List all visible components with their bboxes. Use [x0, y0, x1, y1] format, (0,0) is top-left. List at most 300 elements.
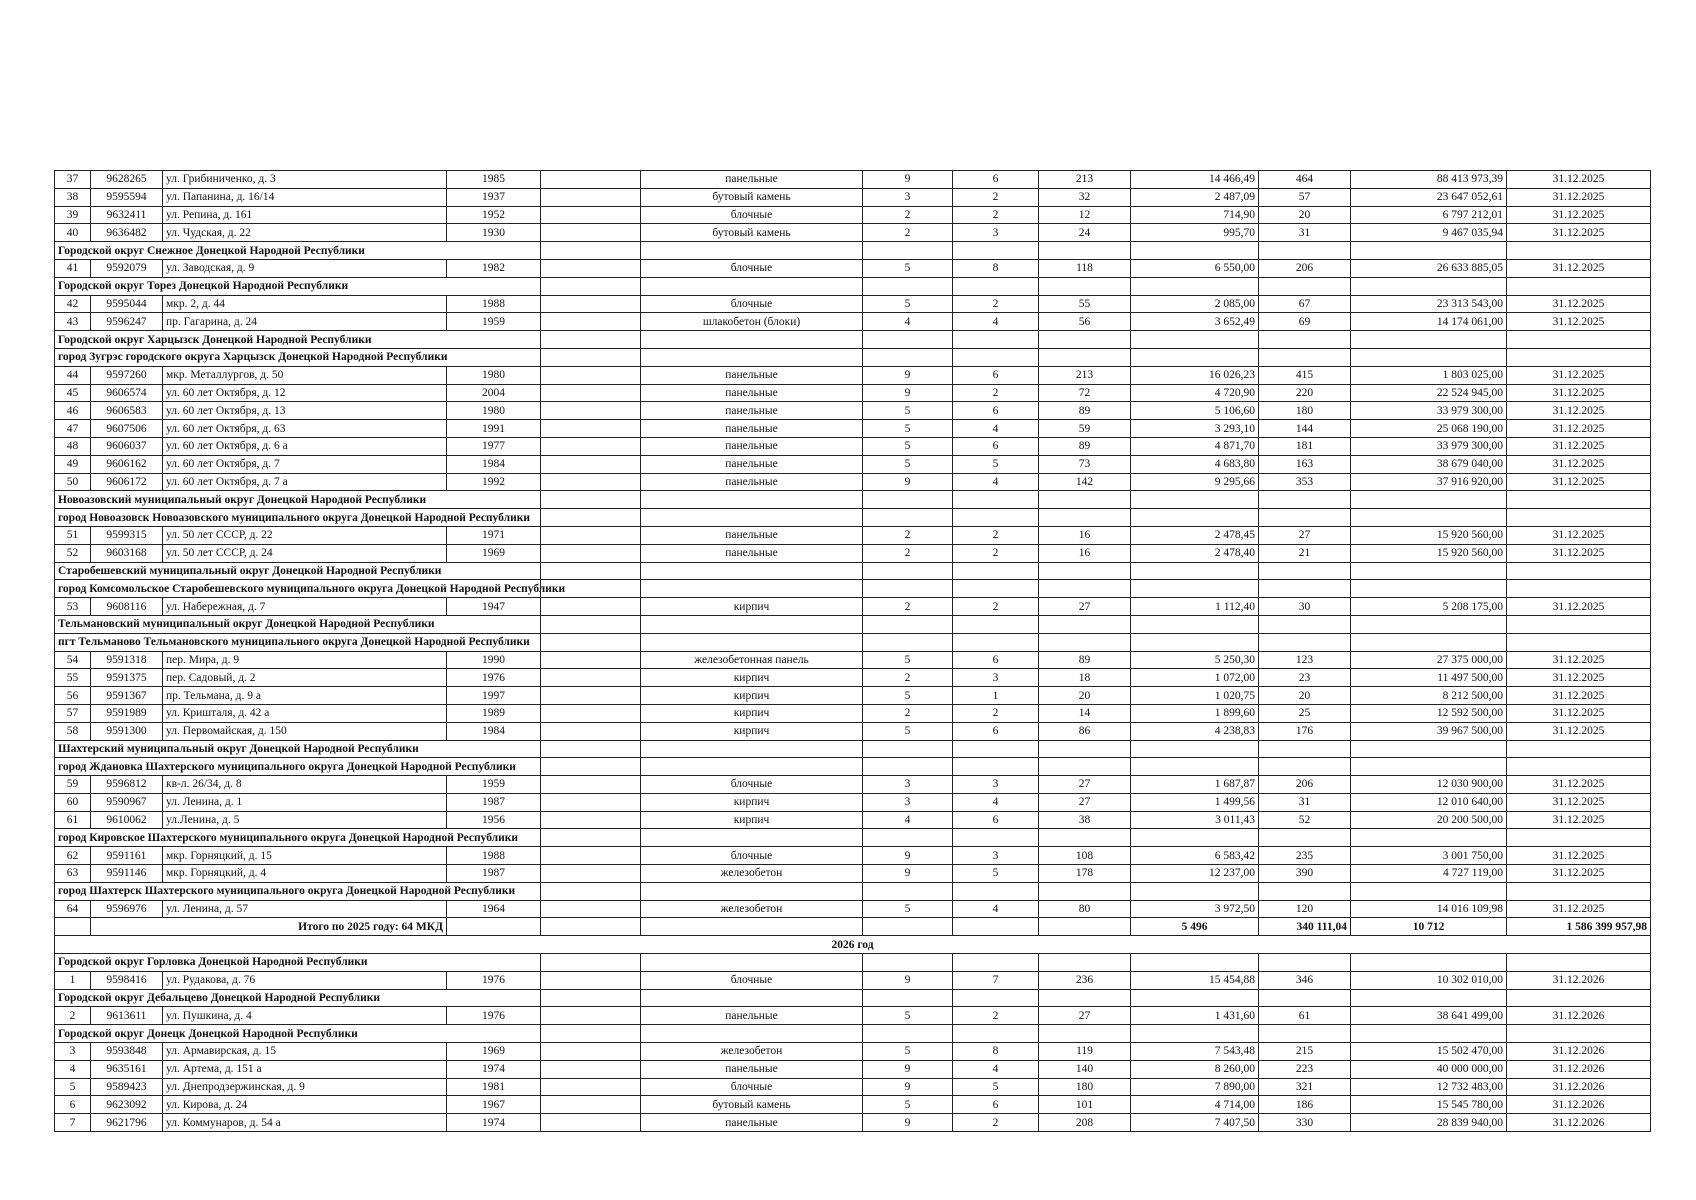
area: 1 072,00	[1131, 669, 1259, 687]
table-row	[55, 1007, 1651, 1025]
residents: 120	[1259, 900, 1351, 918]
empty-cell	[863, 580, 953, 598]
empty-cell	[1131, 989, 1259, 1007]
empty-cell	[541, 687, 641, 705]
empty-cell	[541, 865, 641, 883]
empty-cell	[641, 615, 863, 633]
wall-material: панельные	[641, 384, 863, 402]
row-number: 45	[55, 384, 91, 402]
empty-cell	[1507, 989, 1651, 1007]
year-built: 1990	[447, 651, 541, 669]
cost: 33 979 300,00	[1351, 437, 1507, 455]
empty-cell	[641, 740, 863, 758]
residents: 163	[1259, 455, 1351, 473]
apartments: 24	[1039, 224, 1131, 242]
area: 4 720,90	[1131, 384, 1259, 402]
empty-cell	[541, 776, 641, 794]
empty-cell	[541, 526, 641, 544]
empty-cell	[541, 989, 641, 1007]
empty-cell	[953, 989, 1039, 1007]
table-row	[55, 295, 1651, 313]
residents: 353	[1259, 473, 1351, 491]
empty-cell	[1131, 615, 1259, 633]
section-title: Тельмановский муниципальный округ Донецкой Народной Республики	[55, 615, 541, 633]
empty-cell	[641, 277, 863, 295]
table-row	[55, 526, 1651, 544]
floors: 2	[863, 598, 953, 616]
year-built: 1976	[447, 669, 541, 687]
section-header-row	[55, 740, 1651, 758]
table-row	[55, 1060, 1651, 1078]
address: ул. Рудакова, д. 76	[163, 971, 447, 989]
empty-cell	[1259, 562, 1351, 580]
entrances: 2	[953, 598, 1039, 616]
residents: 31	[1259, 224, 1351, 242]
year-built: 1987	[447, 793, 541, 811]
year-built: 2004	[447, 384, 541, 402]
empty-cell	[1131, 1025, 1259, 1043]
row-number: 1	[55, 971, 91, 989]
row-number: 44	[55, 366, 91, 384]
wall-material: железобетон	[641, 900, 863, 918]
empty-cell	[1131, 954, 1259, 972]
section-header-row	[55, 277, 1651, 295]
row-number: 50	[55, 473, 91, 491]
empty-cell	[1351, 989, 1507, 1007]
empty-cell	[541, 544, 641, 562]
cost: 33 979 300,00	[1351, 402, 1507, 420]
empty-cell	[1131, 562, 1259, 580]
table-row	[55, 704, 1651, 722]
entrances: 6	[953, 402, 1039, 420]
entrances: 6	[953, 651, 1039, 669]
entrances: 6	[953, 1096, 1039, 1114]
cost: 9 467 035,94	[1351, 224, 1507, 242]
empty-cell	[1259, 491, 1351, 509]
address: ул. Ленина, д. 1	[163, 793, 447, 811]
empty-cell	[1259, 348, 1351, 366]
empty-cell	[1259, 882, 1351, 900]
empty-cell	[641, 829, 863, 847]
apartments: 89	[1039, 651, 1131, 669]
empty-cell	[541, 918, 641, 936]
floors: 9	[863, 366, 953, 384]
apartments: 72	[1039, 384, 1131, 402]
year-built: 1977	[447, 437, 541, 455]
empty-cell	[1507, 615, 1651, 633]
entrances: 5	[953, 865, 1039, 883]
deadline: 31.12.2025	[1507, 900, 1651, 918]
wall-material: кирпич	[641, 669, 863, 687]
empty-cell	[1131, 829, 1259, 847]
year-built: 1947	[447, 598, 541, 616]
empty-cell	[1507, 1025, 1651, 1043]
area: 16 026,23	[1131, 366, 1259, 384]
address: пер. Мира, д. 9	[163, 651, 447, 669]
empty-cell	[953, 740, 1039, 758]
empty-cell	[863, 1025, 953, 1043]
empty-cell	[541, 206, 641, 224]
address: ул. Набережная, д. 7	[163, 598, 447, 616]
year-built: 1930	[447, 224, 541, 242]
table-row	[55, 651, 1651, 669]
empty-cell	[447, 918, 541, 936]
empty-cell	[541, 242, 641, 260]
deadline: 31.12.2025	[1507, 295, 1651, 313]
empty-cell	[863, 348, 953, 366]
empty-cell	[541, 954, 641, 972]
floors: 5	[863, 722, 953, 740]
row-number: 3	[55, 1043, 91, 1061]
table-row	[55, 420, 1651, 438]
floors: 5	[863, 687, 953, 705]
table-body	[55, 171, 1651, 1132]
empty-cell	[541, 793, 641, 811]
apartments: 80	[1039, 900, 1131, 918]
address: мкр. Металлургов, д. 50	[163, 366, 447, 384]
apartments: 86	[1039, 722, 1131, 740]
area: 1 899,60	[1131, 704, 1259, 722]
address: ул. Грибиниченко, д. 3	[163, 171, 447, 189]
table-row	[55, 865, 1651, 883]
area: 12 237,00	[1131, 865, 1259, 883]
area: 2 478,45	[1131, 526, 1259, 544]
apartments: 73	[1039, 455, 1131, 473]
floors: 5	[863, 402, 953, 420]
row-number: 7	[55, 1114, 91, 1132]
area: 4 714,00	[1131, 1096, 1259, 1114]
table-row	[55, 669, 1651, 687]
area: 15 454,88	[1131, 971, 1259, 989]
year-built: 1981	[447, 1078, 541, 1096]
address: ул. Кришталя, д. 42 а	[163, 704, 447, 722]
address: ул. Артема, д. 151 а	[163, 1060, 447, 1078]
floors: 2	[863, 224, 953, 242]
entrances: 8	[953, 1043, 1039, 1061]
table-row	[55, 971, 1651, 989]
empty-cell	[541, 1096, 641, 1114]
row-number: 37	[55, 171, 91, 189]
empty-cell	[1351, 331, 1507, 349]
deadline: 31.12.2025	[1507, 865, 1651, 883]
deadline: 31.12.2025	[1507, 171, 1651, 189]
address: ул. 60 лет Октября, д. 7	[163, 455, 447, 473]
empty-cell	[1131, 509, 1259, 527]
wall-material: панельные	[641, 1060, 863, 1078]
section-title: Городской округ Торез Донецкой Народной Республики	[55, 277, 541, 295]
empty-cell	[1259, 331, 1351, 349]
address: ул. Заводская, д. 9	[163, 259, 447, 277]
empty-cell	[641, 989, 863, 1007]
deadline: 31.12.2026	[1507, 1043, 1651, 1061]
residents: 206	[1259, 259, 1351, 277]
deadline: 31.12.2025	[1507, 598, 1651, 616]
empty-cell	[1131, 331, 1259, 349]
wall-material: панельные	[641, 473, 863, 491]
year-built: 1984	[447, 722, 541, 740]
cost: 14 174 061,00	[1351, 313, 1507, 331]
entrances: 6	[953, 437, 1039, 455]
residents: 69	[1259, 313, 1351, 331]
cost: 15 920 560,00	[1351, 544, 1507, 562]
cost: 23 647 052,61	[1351, 188, 1507, 206]
empty-cell	[1039, 882, 1131, 900]
section-header-row	[55, 348, 1651, 366]
year-built: 1988	[447, 295, 541, 313]
row-number: 54	[55, 651, 91, 669]
floors: 9	[863, 865, 953, 883]
row-number: 61	[55, 811, 91, 829]
apartments: 20	[1039, 687, 1131, 705]
table-row	[55, 437, 1651, 455]
year-built: 1959	[447, 313, 541, 331]
empty-cell	[953, 562, 1039, 580]
empty-cell	[1507, 829, 1651, 847]
wall-material: панельные	[641, 526, 863, 544]
residents: 220	[1259, 384, 1351, 402]
empty-cell	[541, 847, 641, 865]
empty-cell	[1259, 954, 1351, 972]
residents: 21	[1259, 544, 1351, 562]
address: ул. 50 лет СССР, д. 22	[163, 526, 447, 544]
wall-material: кирпич	[641, 598, 863, 616]
wall-material: блочные	[641, 259, 863, 277]
floors: 5	[863, 1043, 953, 1061]
year-label: 2026 год	[55, 936, 1651, 954]
area: 3 972,50	[1131, 900, 1259, 918]
deadline: 31.12.2025	[1507, 722, 1651, 740]
row-number: 63	[55, 865, 91, 883]
deadline: 31.12.2026	[1507, 1096, 1651, 1114]
floors: 4	[863, 313, 953, 331]
wall-material: панельные	[641, 402, 863, 420]
building-id: 9613611	[91, 1007, 163, 1025]
section-title: Городской округ Снежное Донецкой Народной Республики	[55, 242, 541, 260]
apartments: 14	[1039, 704, 1131, 722]
floors: 5	[863, 1096, 953, 1114]
empty-cell	[541, 971, 641, 989]
year-built: 1967	[447, 1096, 541, 1114]
empty-cell	[1507, 740, 1651, 758]
entrances: 2	[953, 544, 1039, 562]
address: ул. 60 лет Октября, д. 13	[163, 402, 447, 420]
empty-cell	[1351, 615, 1507, 633]
empty-cell	[641, 758, 863, 776]
cost: 38 679 040,00	[1351, 455, 1507, 473]
row-number: 42	[55, 295, 91, 313]
empty-cell	[1351, 633, 1507, 651]
year-built: 1976	[447, 971, 541, 989]
empty-cell	[1507, 758, 1651, 776]
empty-cell	[541, 384, 641, 402]
year-built: 1991	[447, 420, 541, 438]
entrances: 2	[953, 1114, 1039, 1132]
section-title: город Комсомольское Старобешевского муниципального округа Донецкой Народной Республики	[55, 580, 541, 598]
building-id: 9591367	[91, 687, 163, 705]
floors: 2	[863, 704, 953, 722]
entrances: 4	[953, 313, 1039, 331]
empty-cell	[953, 829, 1039, 847]
table-row	[55, 544, 1651, 562]
area: 2 487,09	[1131, 188, 1259, 206]
entrances: 6	[953, 366, 1039, 384]
empty-cell	[1259, 829, 1351, 847]
wall-material: панельные	[641, 366, 863, 384]
year-built: 1969	[447, 1043, 541, 1061]
section-header-row	[55, 758, 1651, 776]
table-row	[55, 224, 1651, 242]
section-title: пгт Тельманово Тельмановского муниципального округа Донецкой Народной Республики	[55, 633, 541, 651]
cost: 12 732 483,00	[1351, 1078, 1507, 1096]
floors: 3	[863, 793, 953, 811]
empty-cell	[541, 633, 641, 651]
deadline: 31.12.2025	[1507, 366, 1651, 384]
empty-cell	[641, 1025, 863, 1043]
empty-cell	[1351, 348, 1507, 366]
wall-material: панельные	[641, 544, 863, 562]
empty-cell	[1039, 615, 1131, 633]
entrances: 4	[953, 900, 1039, 918]
residents: 20	[1259, 687, 1351, 705]
apartments: 140	[1039, 1060, 1131, 1078]
empty-cell	[1351, 242, 1507, 260]
entrances: 2	[953, 188, 1039, 206]
empty-cell	[863, 918, 953, 936]
area: 7 543,48	[1131, 1043, 1259, 1061]
floors: 9	[863, 171, 953, 189]
empty-cell	[541, 722, 641, 740]
cost: 22 524 945,00	[1351, 384, 1507, 402]
deadline: 31.12.2025	[1507, 687, 1651, 705]
empty-cell	[1259, 1025, 1351, 1043]
row-number: 57	[55, 704, 91, 722]
row-number: 4	[55, 1060, 91, 1078]
housing-register-sheet	[54, 170, 1650, 1132]
empty-cell	[1131, 740, 1259, 758]
entrances: 6	[953, 811, 1039, 829]
empty-cell	[1507, 277, 1651, 295]
floors: 9	[863, 473, 953, 491]
section-header-row	[55, 562, 1651, 580]
floors: 2	[863, 526, 953, 544]
row-number: 2	[55, 1007, 91, 1025]
entrances: 3	[953, 847, 1039, 865]
cost: 28 839 940,00	[1351, 1114, 1507, 1132]
building-id: 9606574	[91, 384, 163, 402]
section-title: город Зугрэс городского округа Харцызск Донецкой Народной Республики	[55, 348, 541, 366]
area: 3 011,43	[1131, 811, 1259, 829]
table-row	[55, 313, 1651, 331]
entrances: 5	[953, 455, 1039, 473]
year-built: 1974	[447, 1114, 541, 1132]
residents: 30	[1259, 598, 1351, 616]
section-header-row	[55, 954, 1651, 972]
building-id: 9598416	[91, 971, 163, 989]
deadline: 31.12.2026	[1507, 971, 1651, 989]
row-number: 43	[55, 313, 91, 331]
empty-cell	[863, 829, 953, 847]
row-number: 40	[55, 224, 91, 242]
empty-cell	[1259, 277, 1351, 295]
empty-cell	[1039, 580, 1131, 598]
area: 1 499,56	[1131, 793, 1259, 811]
deadline: 31.12.2025	[1507, 437, 1651, 455]
deadline: 31.12.2025	[1507, 455, 1651, 473]
entrances: 3	[953, 669, 1039, 687]
row-number: 46	[55, 402, 91, 420]
deadline: 31.12.2025	[1507, 847, 1651, 865]
row-number: 51	[55, 526, 91, 544]
entrances: 8	[953, 259, 1039, 277]
cost: 20 200 500,00	[1351, 811, 1507, 829]
empty-cell	[641, 918, 863, 936]
deadline: 31.12.2025	[1507, 224, 1651, 242]
area: 4 238,83	[1131, 722, 1259, 740]
address: ул. Ленина, д. 57	[163, 900, 447, 918]
building-id: 9623092	[91, 1096, 163, 1114]
empty-cell	[863, 491, 953, 509]
floors: 3	[863, 188, 953, 206]
empty-cell	[863, 740, 953, 758]
empty-cell	[863, 331, 953, 349]
floors: 3	[863, 776, 953, 794]
empty-cell	[541, 277, 641, 295]
empty-cell	[1131, 348, 1259, 366]
row-number: 49	[55, 455, 91, 473]
building-id: 9590967	[91, 793, 163, 811]
table-row	[55, 402, 1651, 420]
apartments: 59	[1039, 420, 1131, 438]
empty-cell	[1259, 758, 1351, 776]
address: ул. Чудская, д. 22	[163, 224, 447, 242]
entrances: 2	[953, 295, 1039, 313]
empty-cell	[541, 900, 641, 918]
cost: 26 633 885,05	[1351, 259, 1507, 277]
entrances: 7	[953, 971, 1039, 989]
empty-cell	[641, 882, 863, 900]
building-id: 9591146	[91, 865, 163, 883]
year-built: 1956	[447, 811, 541, 829]
year-built: 1980	[447, 366, 541, 384]
empty-cell	[953, 633, 1039, 651]
empty-cell	[1507, 882, 1651, 900]
residents: 176	[1259, 722, 1351, 740]
section-title: Шахтерский муниципальный округ Донецкой Народной Республики	[55, 740, 541, 758]
empty-cell	[541, 313, 641, 331]
apartments: 213	[1039, 366, 1131, 384]
cost: 12 592 500,00	[1351, 704, 1507, 722]
empty-cell	[1351, 758, 1507, 776]
empty-cell	[641, 954, 863, 972]
empty-cell	[1259, 615, 1351, 633]
empty-cell	[541, 1007, 641, 1025]
residents: 215	[1259, 1043, 1351, 1061]
building-table	[54, 170, 1651, 1132]
area: 4 871,70	[1131, 437, 1259, 455]
wall-material: панельные	[641, 420, 863, 438]
apartments: 89	[1039, 437, 1131, 455]
cost: 25 068 190,00	[1351, 420, 1507, 438]
building-id: 9596976	[91, 900, 163, 918]
section-header-row	[55, 242, 1651, 260]
year-built: 1988	[447, 847, 541, 865]
empty-cell	[953, 331, 1039, 349]
cost: 15 545 780,00	[1351, 1096, 1507, 1114]
empty-cell	[541, 171, 641, 189]
address: ул. 50 лет СССР, д. 24	[163, 544, 447, 562]
area: 14 466,49	[1131, 171, 1259, 189]
table-row	[55, 455, 1651, 473]
